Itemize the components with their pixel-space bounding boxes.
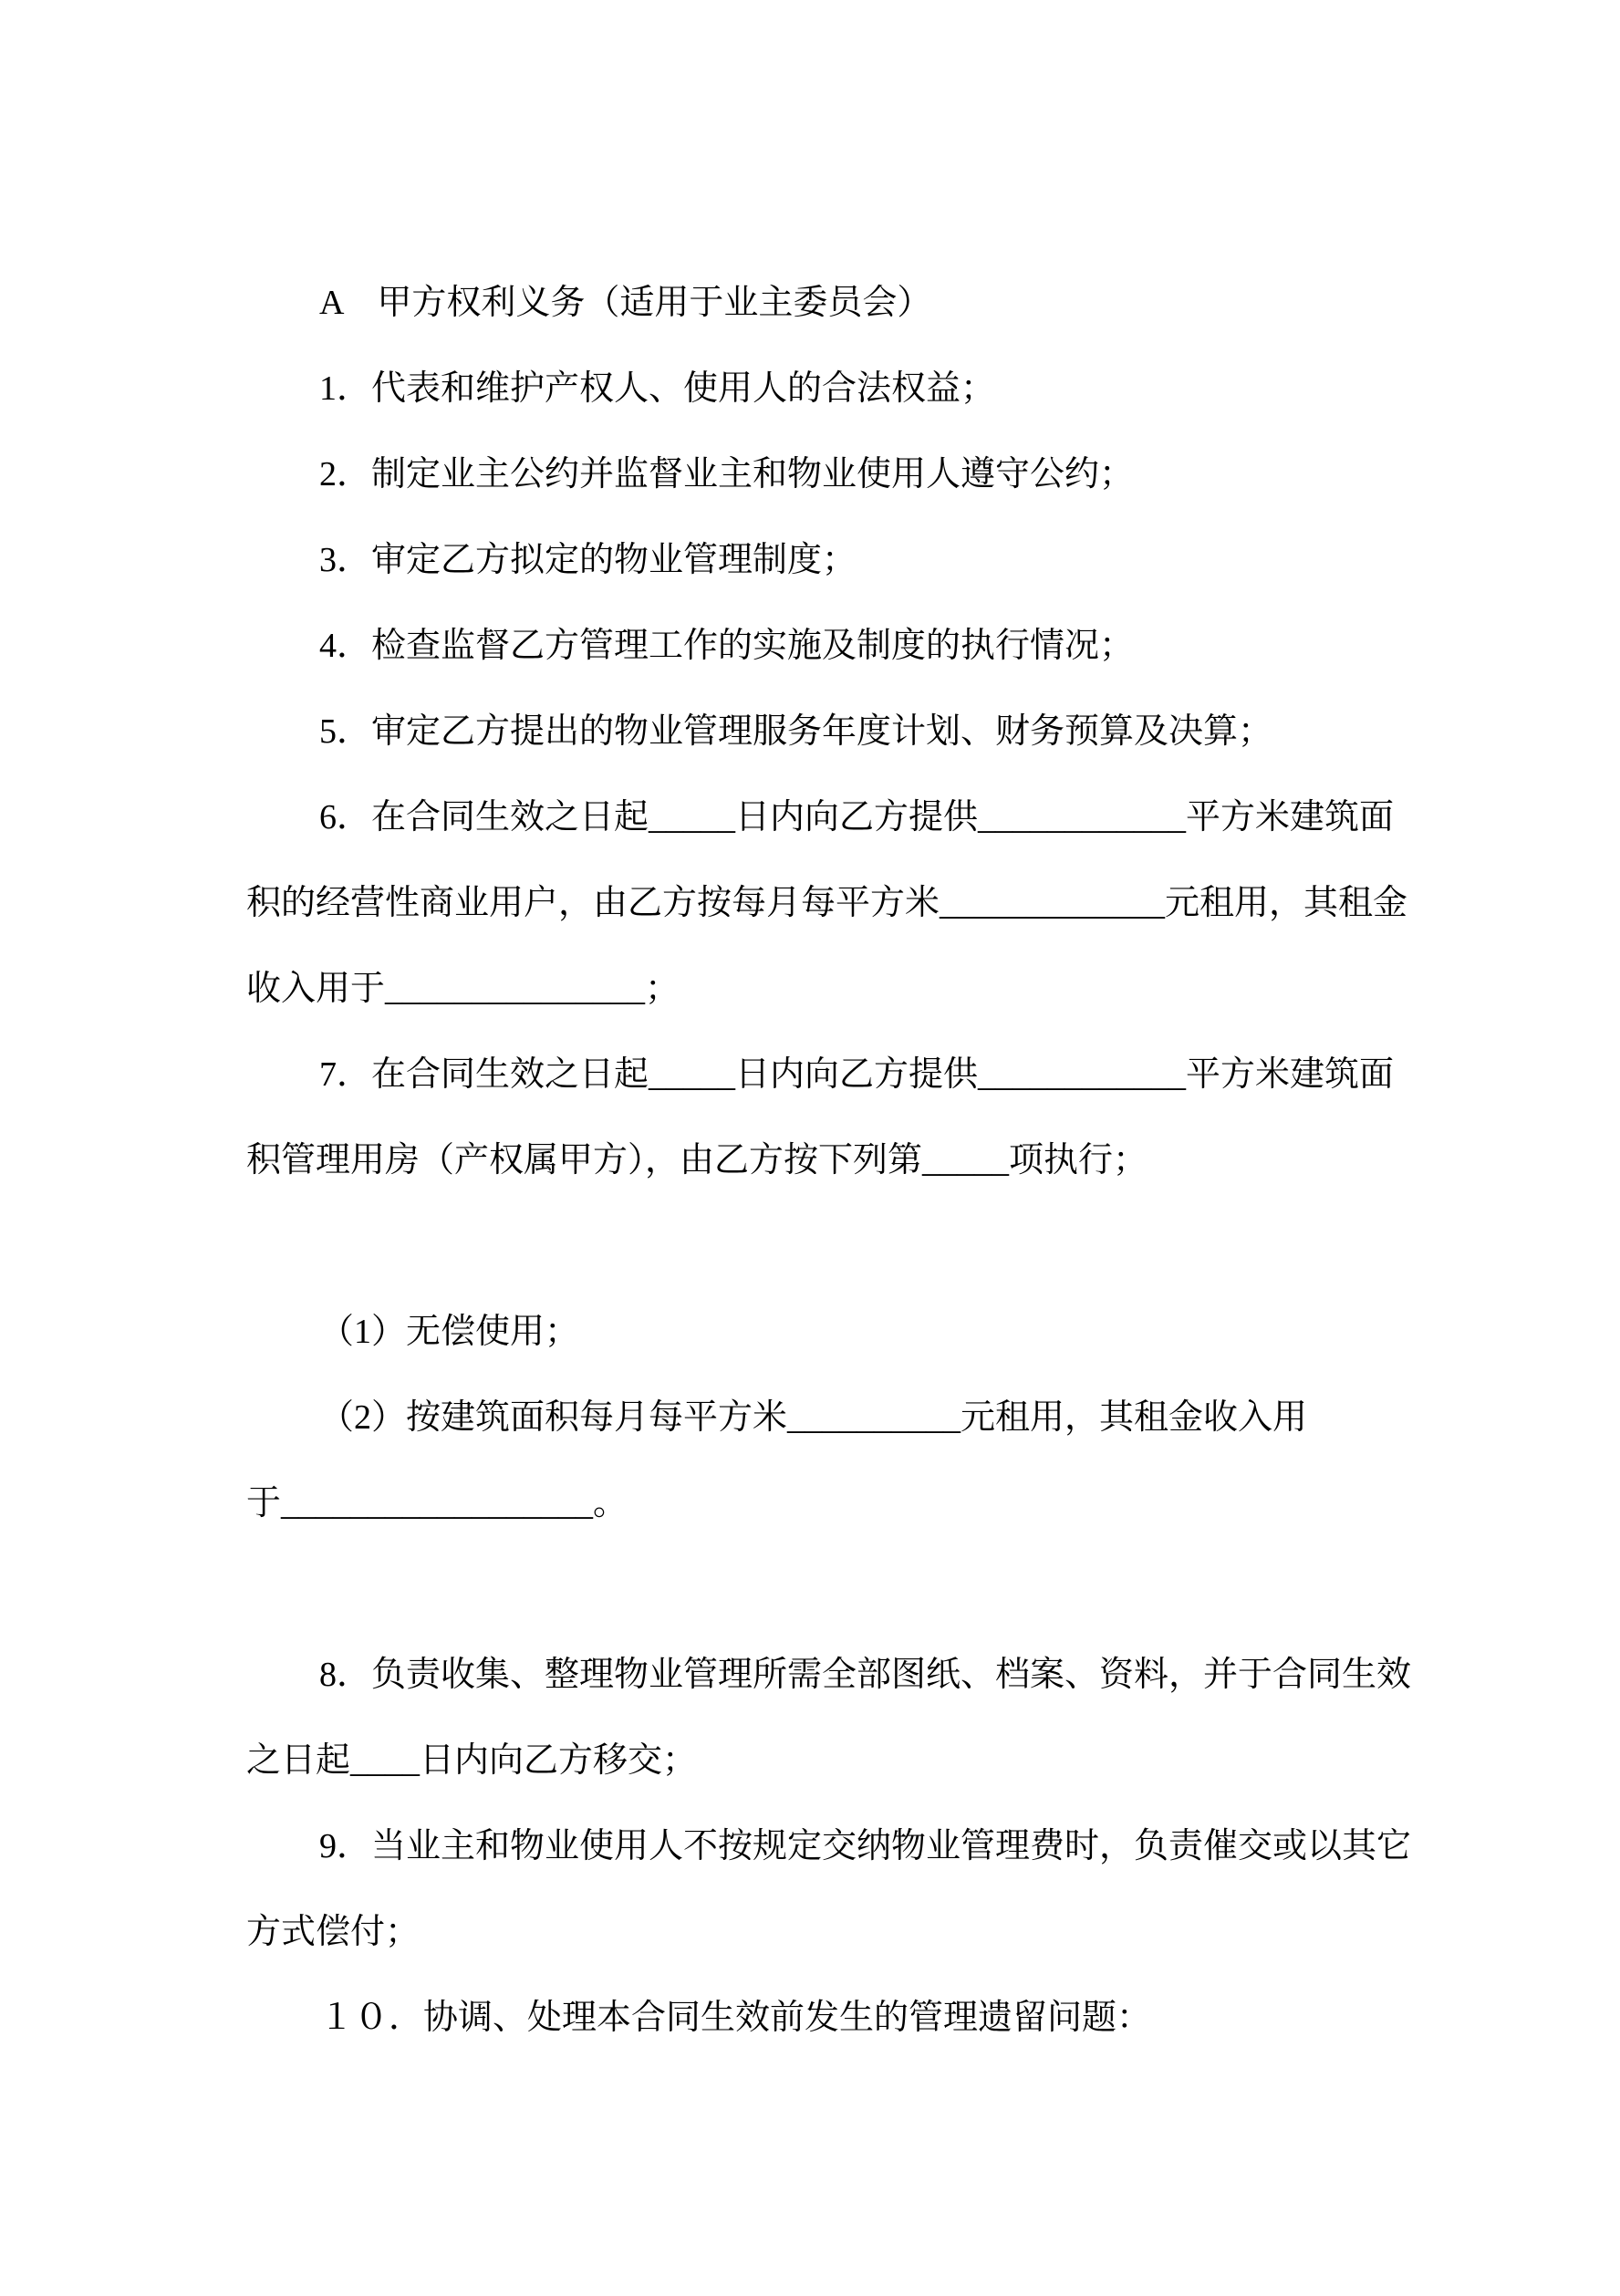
clause-1: 1．代表和维护产权人、使用人的合法权益； bbox=[319, 369, 996, 408]
clause-10: １０．协调、处理本合同生效前发生的管理遗留问题： bbox=[319, 1999, 1152, 2037]
clause-9-line-2: 方式偿付； bbox=[246, 1913, 421, 1951]
blank-line-1 bbox=[246, 1203, 1432, 1289]
clause-2: 2．制定业主公约并监督业主和物业使用人遵守公约； bbox=[319, 455, 1135, 493]
clause-9-line-1: 9．当业主和物业使用人不按规定交纳物业管理费时，负责催交或以其它 bbox=[319, 1827, 1412, 1865]
clause-4: 4．检查监督乙方管理工作的实施及制度的执行情况； bbox=[319, 627, 1135, 665]
clause-8-line-2: 之日起____日内向乙方移交； bbox=[246, 1741, 698, 1780]
clause-7-option-1: （1）无偿使用； bbox=[319, 1313, 580, 1351]
clause-6-line-1: 6．在合同生效之日起_____日内向乙方提供____________平方米建筑面 bbox=[319, 798, 1395, 836]
clause-5: 5．审定乙方提出的物业管理服务年度计划、财务预算及决算； bbox=[319, 712, 1273, 751]
clause-3: 3．审定乙方拟定的物业管理制度； bbox=[319, 541, 857, 579]
clause-6-line-2: 积的经营性商业用户，由乙方按每月每平方米_____________元租用，其租金 bbox=[246, 884, 1408, 922]
clause-7-line-2: 积管理用房（产权属甲方），由乙方按下列第_____项执行； bbox=[246, 1141, 1148, 1179]
clause-7-option-2-line-2: 于__________________。 bbox=[246, 1484, 628, 1522]
clause-7-line-1: 7．在合同生效之日起_____日内向乙方提供____________平方米建筑面 bbox=[319, 1055, 1395, 1094]
clause-6-line-3: 收入用于_______________； bbox=[246, 970, 680, 1008]
document-body bbox=[246, 260, 1432, 2061]
clause-8-line-1: 8．负责收集、整理物业管理所需全部图纸、档案、资料，并于合同生效 bbox=[319, 1656, 1412, 1694]
clause-7-option-2-line-1: （2）按建筑面积每月每平方米__________元租用，其租金收入用 bbox=[319, 1398, 1308, 1437]
blank-line-2 bbox=[246, 1546, 1432, 1632]
section-a-heading: A 甲方权利义务（适用于业主委员会） bbox=[319, 284, 932, 322]
